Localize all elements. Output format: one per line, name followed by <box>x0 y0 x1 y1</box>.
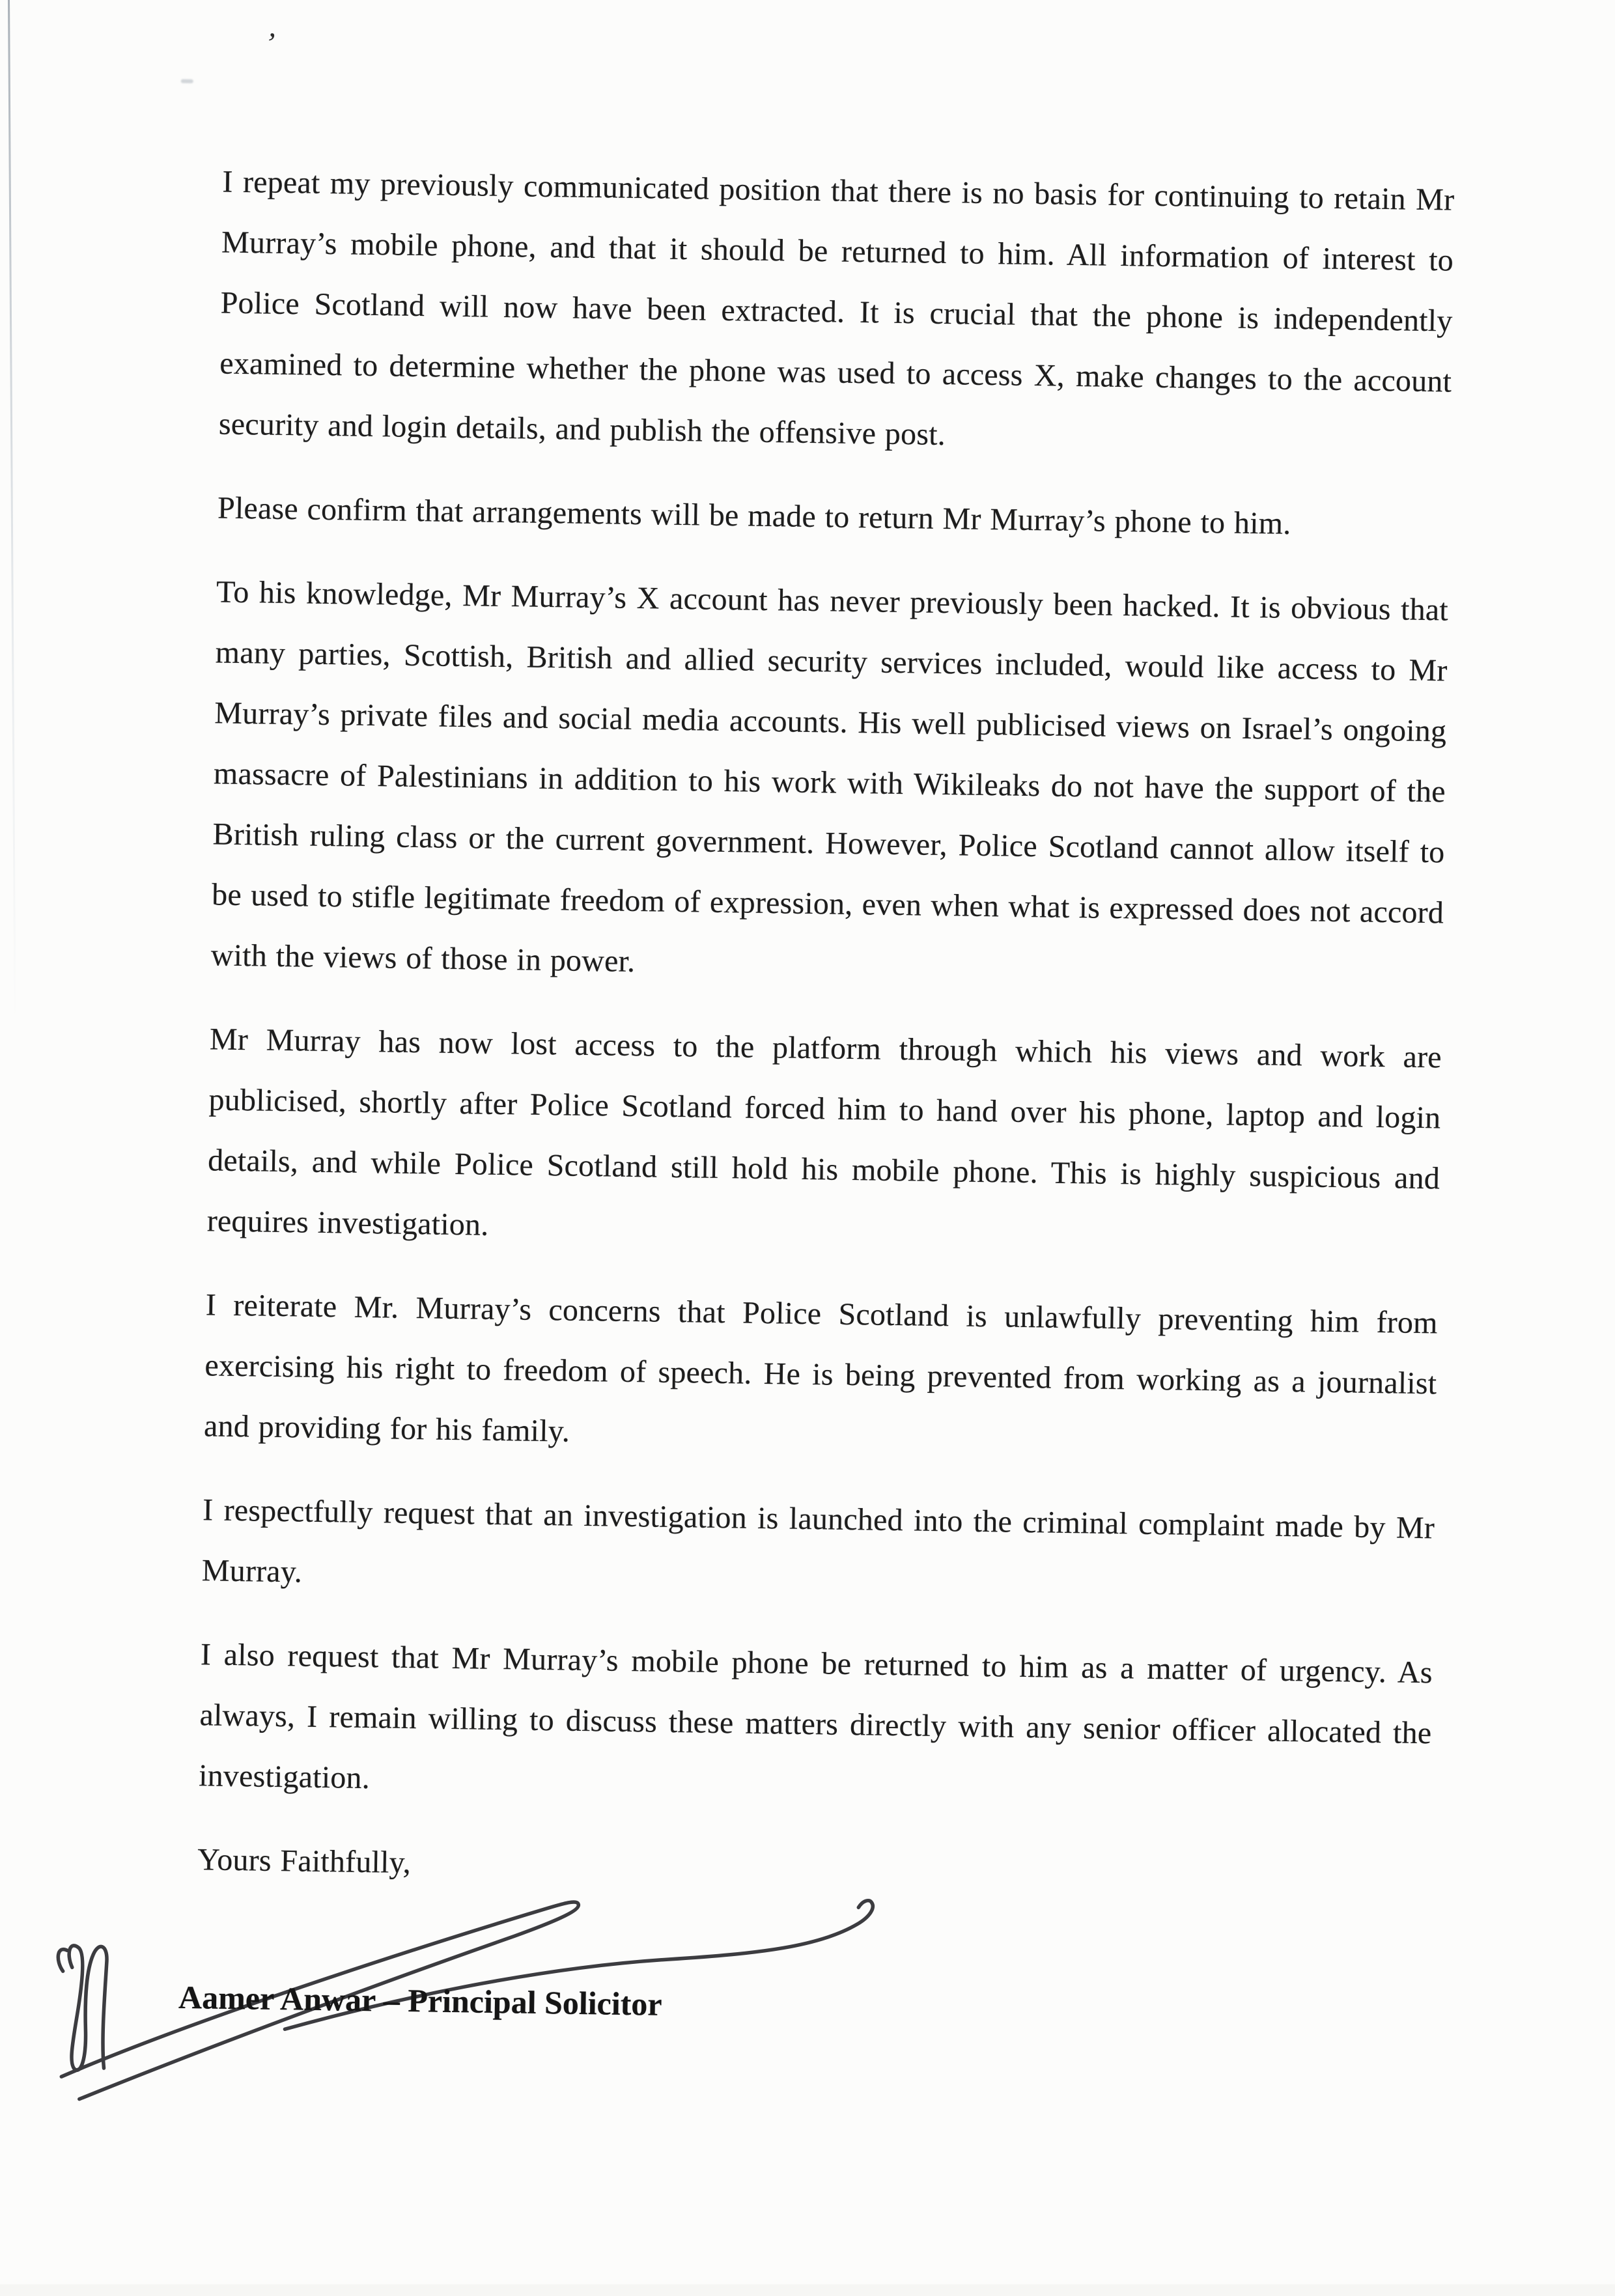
letter-paragraph: I repeat my previously communicated position that there is no basis for continuing to retain Mr Murray’s mobile phone, and that it should be returned to him. All information of interest to Police Scotland will now have been extracted. It is crucial that the phone is independently examined to determine whether the phone was used to access X, make changes to the account security and login details, and publish the offensive post. <box>218 164 1455 453</box>
signature-initials <box>57 1945 107 2070</box>
letter-paragraph: I reiterate Mr. Murray’s concerns that Police Scotland is unlawfully preventing him from exercising his right to freedom of speech. He is being prevented from working as a journalist and providing for his family. <box>203 1287 1439 1449</box>
stray-mark: ’ <box>264 25 279 61</box>
closing-salutation: Yours Faithfully, <box>197 1842 412 1881</box>
letter-paragraph: I respectfully request that an investigation is launched into the criminal complaint made by Mr Murray. <box>201 1492 1435 1589</box>
stray-smudge <box>181 79 193 83</box>
letter-paragraph: To his knowledge, Mr Murray’s X account has never previously been hacked. It is obvious that many parties, Scottish, British and allied security services included, would like access to Mr Murray’s private files and social media accounts. His well publicised views on Israel’s ongoing massacre of Palestinians in addition to his work with Wikileaks do not have the support of the British ruling class or the current government. However, Police Scotland cannot allow itself to be used to stifle legitimate freedom of expression, even when what is expressed does not accord with the views of those in power. <box>210 574 1449 979</box>
letter-paragraph: Mr Murray has now lost access to the platform through which his views and work are publicised, shortly after Police Scotland forced him to hand over his phone, laptop and login details, and while Police Scotland still hold his mobile phone. This is highly suspicious and requires investigation. <box>206 1022 1442 1242</box>
signoff-name: Aamer Anwar – Principal Solicitor <box>178 1978 662 2023</box>
letter-paragraph: Please confirm that arrangements will be made to return Mr Murray’s phone to him. <box>217 490 1291 541</box>
letter-body <box>197 152 1455 1909</box>
letter-paragraph: I also request that Mr Murray’s mobile phone be returned to him as a matter of urgency. As always, I remain willing to discuss these matters directly with any senior officer allocated the investigation. <box>198 1637 1433 1796</box>
